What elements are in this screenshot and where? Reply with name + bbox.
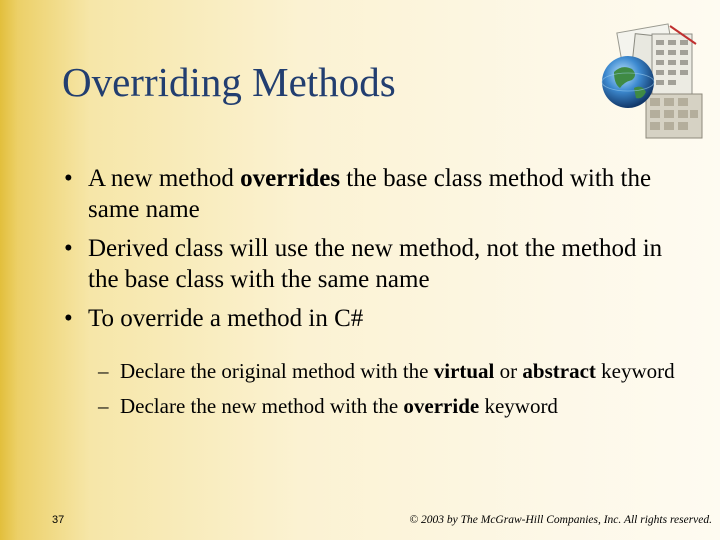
sub-bullet-text: Declare the original method with the [120,359,434,383]
bullet-marker: • [64,235,73,262]
bold-keyword: override [403,394,480,418]
sub-bullet-text: Declare the new method with the [120,394,404,418]
sub-bullet-list [64,358,694,420]
sub-bullet-item [98,358,694,385]
bullet-item [64,163,694,225]
sub-bullet-marker: – [98,394,109,418]
globe-with-documents-icon [592,22,710,144]
bullet-text: the base class method with the same name [88,165,652,223]
sub-bullet-item [98,393,694,420]
bullet-text: To override a method in C# [88,305,364,332]
sub-bullet-text: keyword [479,394,558,418]
sub-bullet-text: or [494,359,523,383]
bullet-item [64,233,694,295]
slide-title: Overriding Methods [62,59,396,105]
bold-keyword: abstract [522,359,596,383]
bullet-item [64,303,694,334]
bullet-list [64,163,694,428]
bold-keyword: overrides [240,165,341,192]
copyright-notice: © 2003 by The McGraw-Hill Companies, Inc. All rights reserved. [409,514,712,526]
bold-keyword: virtual [433,359,495,383]
bullet-marker: • [64,165,73,192]
bullet-text: A new method [88,165,241,192]
page-number: 37 [52,514,65,526]
bullet-text: Derived class will use the new method, not the method in the base class with the same name [88,235,663,293]
sub-bullet-text: keyword [595,359,675,383]
sub-bullet-marker: – [98,359,109,383]
bullet-marker: • [64,305,73,332]
